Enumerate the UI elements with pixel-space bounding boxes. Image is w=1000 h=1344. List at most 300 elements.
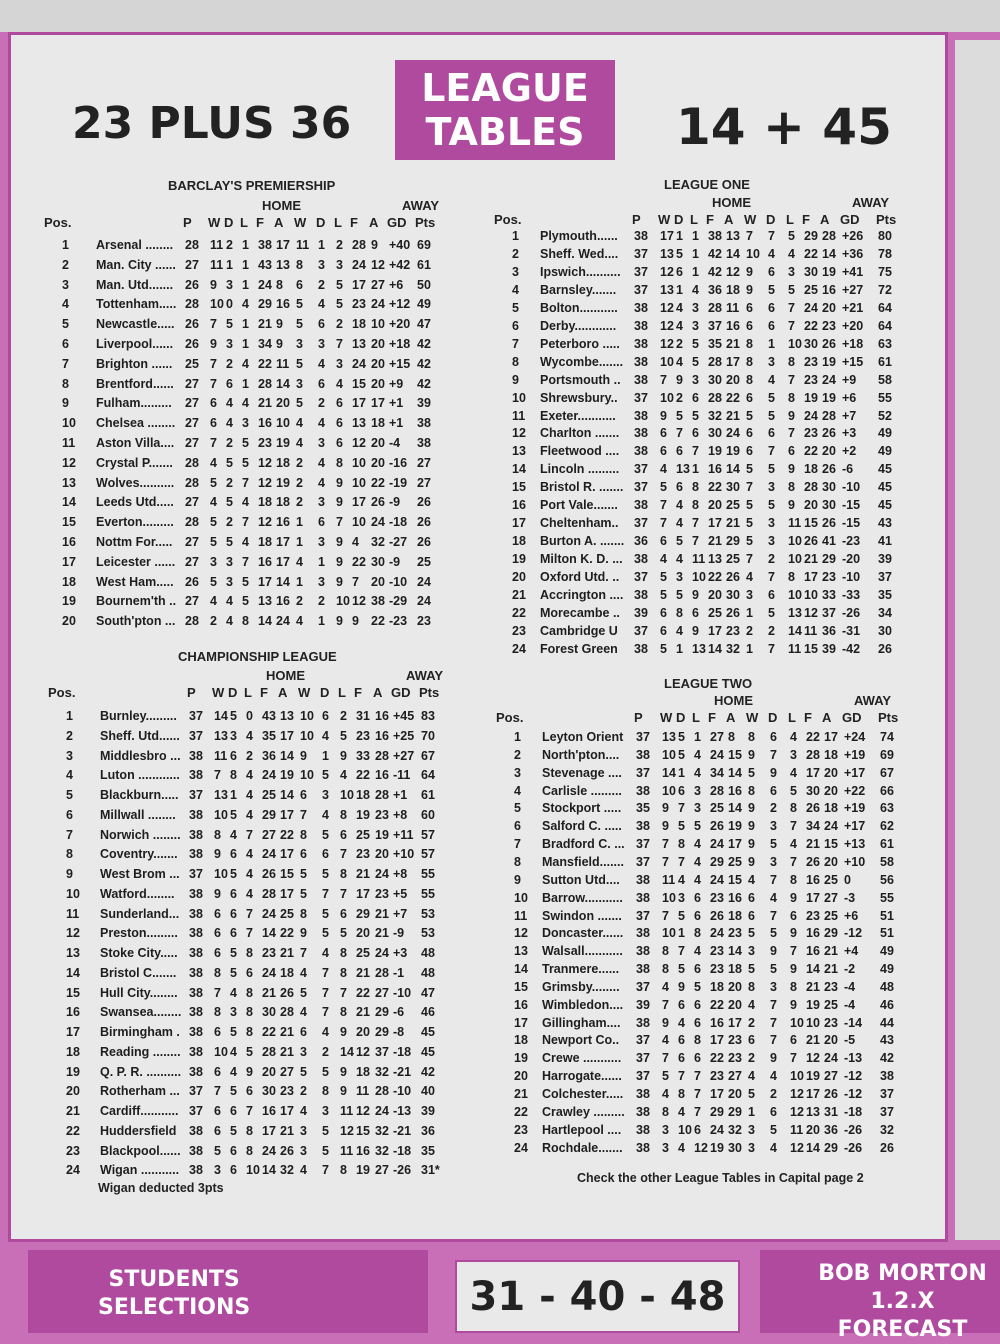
stat-cell: 11 xyxy=(296,238,310,252)
stat-cell: 13 xyxy=(660,246,674,261)
stat-cell: 18 xyxy=(352,317,366,332)
championship-row xyxy=(66,1161,506,1179)
stat-cell: -1 xyxy=(393,965,405,980)
stat-cell: 32 xyxy=(375,1123,389,1138)
stat-cell: 27 xyxy=(417,455,431,470)
stat-cell: 6 xyxy=(768,588,775,602)
stat-cell: 49 xyxy=(880,962,894,977)
stat-cell: 5 xyxy=(678,730,685,744)
stat-cell: 2 xyxy=(340,709,347,723)
stat-cell: 10 xyxy=(788,534,802,549)
stat-cell: 2 xyxy=(514,747,521,762)
stat-cell: +1 xyxy=(389,396,404,411)
league_two-away-header: AWAY xyxy=(854,693,892,708)
stat-cell: 25 xyxy=(185,356,199,371)
stat-cell: 22 xyxy=(726,390,740,405)
team-name: Milton K. D. ... xyxy=(540,552,623,567)
stat-cell: 6 xyxy=(214,1104,221,1118)
stat-cell: 20 xyxy=(726,372,740,387)
stat-cell: 45 xyxy=(878,480,892,495)
stat-cell: 10 xyxy=(210,297,224,312)
selection-numbers: 31 - 40 - 48 xyxy=(455,1260,740,1333)
stat-cell: 20 xyxy=(371,574,385,589)
stat-cell: 8 xyxy=(242,614,249,629)
stat-cell: 8 xyxy=(694,926,701,941)
stat-cell: 40 xyxy=(421,1084,435,1099)
league_one-row xyxy=(512,335,952,353)
stat-cell: 36 xyxy=(824,1122,838,1137)
league_one-col-header-l: L xyxy=(786,212,794,227)
stat-cell: 6 xyxy=(300,847,307,862)
stat-cell: 4 xyxy=(318,475,325,490)
team-name: Coventry....... xyxy=(100,847,178,862)
stat-cell: 2 xyxy=(318,277,325,292)
stat-cell: 5 xyxy=(788,229,795,243)
stat-cell: +27 xyxy=(842,282,864,297)
stat-cell: 30 xyxy=(262,1005,276,1020)
stat-cell: 22 xyxy=(708,570,722,585)
stat-cell: 4 xyxy=(300,1104,307,1118)
team-name: Bristol R. ....... xyxy=(540,480,624,495)
stat-cell: 9 xyxy=(676,372,683,387)
stat-cell: 27 xyxy=(185,416,199,431)
team-name: Cambridge U xyxy=(540,623,618,638)
stat-cell: 47 xyxy=(417,317,431,332)
stat-cell: 5 xyxy=(230,1084,237,1099)
stat-cell: 12 xyxy=(371,257,385,272)
stat-cell: 8 xyxy=(662,1104,669,1119)
stat-cell: 4 xyxy=(296,554,303,569)
stat-cell: 16 xyxy=(728,783,742,798)
league_one-row xyxy=(512,496,952,514)
stat-cell: +6 xyxy=(844,908,859,923)
stat-cell: 26 xyxy=(806,854,820,869)
stat-cell: 5 xyxy=(790,783,797,798)
stat-cell: 24 xyxy=(262,906,276,921)
stat-cell: 13 xyxy=(258,594,272,609)
stat-cell: 7 xyxy=(242,554,249,569)
stat-cell: 3 xyxy=(692,300,699,315)
stat-cell: 15 xyxy=(356,1123,370,1138)
stat-cell: 6 xyxy=(336,436,343,450)
stat-cell: 4 xyxy=(676,498,683,513)
stat-cell: 53 xyxy=(421,926,435,941)
league_one-row xyxy=(512,407,952,425)
stat-cell: 37 xyxy=(634,516,648,531)
team-name: Birmingham . xyxy=(100,1025,180,1039)
stat-cell: 8 xyxy=(230,768,237,783)
stat-cell: 4 xyxy=(660,552,667,567)
stat-cell: 10 xyxy=(788,588,802,602)
stat-cell: 26 xyxy=(822,336,836,351)
team-name: Cardiff........... xyxy=(100,1104,179,1118)
stat-cell: 35 xyxy=(636,801,650,816)
stat-cell: 7 xyxy=(514,837,521,852)
stat-cell: 9 xyxy=(770,944,777,959)
league_one-row xyxy=(512,640,952,658)
stat-cell: 14 xyxy=(262,926,276,941)
stat-cell: 23 xyxy=(514,1122,528,1137)
premiership-row xyxy=(62,493,502,511)
stat-cell: 56 xyxy=(880,872,894,887)
league_one-col-header-p: P xyxy=(632,212,641,227)
stat-cell: 4 xyxy=(300,1005,307,1020)
team-name: Newcastle..... xyxy=(96,317,175,332)
stat-cell: 6 xyxy=(246,965,253,980)
league_one-col-header-a: A xyxy=(820,212,830,227)
league_two-col-header-pts: Pts xyxy=(878,710,899,725)
stat-cell: 3 xyxy=(322,1104,329,1118)
stat-cell: 11 xyxy=(692,552,706,567)
stat-cell: 6 xyxy=(230,926,237,941)
stat-cell: 6 xyxy=(210,396,217,411)
stat-cell: 26 xyxy=(417,535,431,549)
stat-cell: 26 xyxy=(280,1143,294,1158)
stat-cell: 35 xyxy=(421,1143,435,1158)
stat-cell: 20 xyxy=(728,979,742,994)
stat-cell: 19 xyxy=(512,552,526,567)
stat-cell: 5 xyxy=(242,574,249,589)
stat-cell: 15 xyxy=(512,480,526,495)
stat-cell: +1 xyxy=(393,788,408,802)
stat-cell: 5 xyxy=(210,535,217,549)
stat-cell: 55 xyxy=(880,890,894,905)
stat-cell: 21 xyxy=(512,588,526,602)
stat-cell: 26 xyxy=(280,985,294,1000)
stat-cell: 10 xyxy=(788,336,802,351)
stat-cell: 2 xyxy=(296,495,303,510)
league_one-home-header: HOME xyxy=(712,195,751,210)
stat-cell: 2 xyxy=(322,1044,329,1059)
stat-cell: 12 xyxy=(694,1140,708,1155)
stat-cell: 6 xyxy=(230,847,237,862)
stat-cell: 5 xyxy=(246,1044,253,1059)
stat-cell: 6 xyxy=(214,1123,221,1138)
stat-cell: 23 xyxy=(375,886,389,901)
stat-cell: 24 xyxy=(417,594,431,609)
stat-cell: -18 xyxy=(393,1143,412,1158)
stat-cell: 57 xyxy=(421,847,435,862)
stat-cell: 1 xyxy=(318,554,325,569)
stat-cell: 63 xyxy=(880,801,894,816)
stat-cell: 28 xyxy=(352,238,366,252)
stat-cell: 16 xyxy=(66,1005,80,1020)
stat-cell: +18 xyxy=(842,336,864,351)
stat-cell: 37 xyxy=(189,788,203,802)
stat-cell: 13 xyxy=(280,709,294,723)
stat-cell: 24 xyxy=(710,926,724,941)
league_two-row xyxy=(514,1139,954,1157)
stat-cell: 22 xyxy=(371,475,385,490)
stat-cell: 37 xyxy=(634,282,648,297)
stat-cell: 5 xyxy=(300,867,307,881)
stat-cell: 2 xyxy=(296,455,303,470)
stat-cell: 8 xyxy=(790,872,797,887)
stat-cell: +18 xyxy=(389,337,411,351)
stat-cell: 0 xyxy=(844,872,851,887)
stat-cell: 3 xyxy=(768,516,775,531)
stat-cell: 34 xyxy=(710,765,724,780)
stat-cell: 3 xyxy=(514,765,521,780)
league_two-row xyxy=(514,924,954,942)
stat-cell: 6 xyxy=(660,605,667,620)
stat-cell: 44 xyxy=(880,1015,894,1030)
stat-cell: 21 xyxy=(280,1025,294,1039)
stat-cell: 22 xyxy=(804,318,818,333)
stat-cell: 38 xyxy=(258,238,272,252)
stat-cell: 47 xyxy=(421,985,435,1000)
stat-cell: 1 xyxy=(694,730,701,744)
stat-cell: -23 xyxy=(389,614,408,629)
stat-cell: 45 xyxy=(878,462,892,477)
stat-cell: -23 xyxy=(842,534,861,549)
stat-cell: 8 xyxy=(340,965,347,980)
stat-cell: 1 xyxy=(692,246,699,261)
stat-cell: 6 xyxy=(230,1104,237,1118)
stat-cell: 18 xyxy=(258,495,272,510)
stat-cell: 3 xyxy=(336,356,343,371)
stat-cell: 23 xyxy=(824,979,838,994)
team-name: Bradford C. ... xyxy=(542,837,625,852)
championship-row xyxy=(66,885,506,903)
stat-cell: 1 xyxy=(322,748,329,763)
stat-cell: 2 xyxy=(300,1084,307,1099)
stat-cell: 1 xyxy=(678,765,685,780)
stat-cell: 4 xyxy=(300,965,307,980)
stat-cell: 6 xyxy=(214,1064,221,1079)
stat-cell: 6 xyxy=(62,337,69,351)
stat-cell: 38 xyxy=(417,416,431,431)
stat-cell: 22 xyxy=(710,997,724,1012)
stat-cell: 5 xyxy=(296,317,303,332)
stat-cell: 4 xyxy=(230,1044,237,1059)
stat-cell: 5 xyxy=(214,1143,221,1158)
stat-cell: 5 xyxy=(746,534,753,549)
stat-cell: 58 xyxy=(880,854,894,869)
stat-cell: 23 xyxy=(710,962,724,977)
stat-cell: 1 xyxy=(296,535,303,549)
stat-cell: 42 xyxy=(421,1064,435,1079)
stat-cell: 37 xyxy=(189,867,203,881)
stat-cell: 8 xyxy=(728,730,735,744)
stat-cell: -4 xyxy=(389,436,401,450)
stat-cell: 4 xyxy=(296,614,303,629)
stat-cell: 49 xyxy=(878,426,892,441)
stat-cell: 9 xyxy=(770,1051,777,1066)
stat-cell: 1 xyxy=(318,614,325,629)
stat-cell: 16 xyxy=(258,416,272,431)
stat-cell: 29 xyxy=(375,1025,389,1039)
stat-cell: 24 xyxy=(824,1051,838,1066)
stat-cell: 1 xyxy=(676,641,683,656)
stat-cell: 8 xyxy=(246,1123,253,1138)
stat-cell: 20 xyxy=(824,854,838,869)
stat-cell: 14 xyxy=(708,641,722,656)
stat-cell: 22 xyxy=(371,614,385,629)
stat-cell: 38 xyxy=(634,588,648,602)
stat-cell: -26 xyxy=(393,1163,412,1178)
stat-cell: 4 xyxy=(226,614,233,629)
stat-cell: 19 xyxy=(276,475,290,490)
stat-cell: 67 xyxy=(880,765,894,780)
stat-cell: 4 xyxy=(62,297,69,312)
stat-cell: 29 xyxy=(726,534,740,549)
stat-cell: 6 xyxy=(322,709,329,723)
stat-cell: 3 xyxy=(692,372,699,387)
stat-cell: 12 xyxy=(356,1044,370,1059)
team-name: Millwall ........ xyxy=(100,807,176,822)
stat-cell: 9 xyxy=(66,867,73,881)
premiership-row xyxy=(62,573,502,591)
stat-cell: 28 xyxy=(185,238,199,252)
stat-cell: -26 xyxy=(844,1122,863,1137)
team-name: Norwich ........ xyxy=(100,827,181,842)
stat-cell: 38 xyxy=(636,926,650,941)
stat-cell: 27 xyxy=(185,396,199,411)
championship-col-header-w: W xyxy=(212,685,225,700)
team-name: Mansfield....... xyxy=(542,854,624,869)
stat-cell: 7 xyxy=(214,985,221,1000)
stat-cell: 20 xyxy=(514,1069,528,1084)
championship-row xyxy=(66,1043,506,1061)
stat-cell: 37 xyxy=(634,462,648,477)
stat-cell: 6 xyxy=(694,908,701,923)
stat-cell: 1 xyxy=(676,282,683,297)
stat-cell: +13 xyxy=(844,837,866,852)
stat-cell: 6 xyxy=(336,396,343,411)
stat-cell: 36 xyxy=(634,534,648,549)
stat-cell: 28 xyxy=(185,455,199,470)
stat-cell: 13 xyxy=(352,337,366,351)
stat-cell: 10 xyxy=(371,317,385,332)
premiership-col-header-a: A xyxy=(274,215,284,230)
stat-cell: 1 xyxy=(230,788,237,802)
stat-cell: 10 xyxy=(336,594,350,609)
league_two-col-header-f: F xyxy=(804,710,812,725)
stat-cell: +11 xyxy=(393,827,414,842)
team-name: Cheltenham.. xyxy=(540,516,619,531)
stat-cell: +40 xyxy=(389,238,411,252)
stat-cell: 5 xyxy=(62,317,69,332)
stat-cell: 6 xyxy=(230,1143,237,1158)
league_two-row xyxy=(514,996,954,1014)
stat-cell: 25 xyxy=(417,554,431,569)
stat-cell: +19 xyxy=(844,747,866,762)
stat-cell: 10 xyxy=(662,926,676,941)
stat-cell: 4 xyxy=(322,946,329,960)
team-name: Newport Co.. xyxy=(542,1033,620,1048)
stat-cell: -27 xyxy=(389,535,408,549)
stat-cell: 42 xyxy=(417,356,431,371)
premiership-col-header-gd: GD xyxy=(387,215,407,230)
stat-cell: 38 xyxy=(636,1087,650,1101)
stat-cell: 7 xyxy=(322,1005,329,1020)
stat-cell: 22 xyxy=(512,605,526,620)
stat-cell: 24 xyxy=(824,819,838,834)
stat-cell: 5 xyxy=(210,574,217,589)
stat-cell: 80 xyxy=(878,229,892,243)
stat-cell: 61 xyxy=(417,257,431,272)
stat-cell: 20 xyxy=(512,570,526,585)
stat-cell: 8 xyxy=(788,354,795,369)
stat-cell: 37 xyxy=(636,1051,650,1066)
stat-cell: 20 xyxy=(375,847,389,862)
stat-cell: +3 xyxy=(393,946,408,960)
premiership-row xyxy=(62,355,502,373)
team-name: Crawley ......... xyxy=(542,1104,625,1119)
stat-cell: 24 xyxy=(514,1140,528,1155)
stat-cell: 7 xyxy=(746,480,753,495)
team-name: Bournem'th .. xyxy=(96,594,177,609)
stat-cell: 7 xyxy=(790,1051,797,1066)
stat-cell: 37 xyxy=(634,390,648,405)
stat-cell: 9 xyxy=(748,837,755,852)
stat-cell: 22 xyxy=(804,444,818,459)
stat-cell: 4 xyxy=(676,300,683,315)
stat-cell: 24 xyxy=(710,872,724,887)
stat-cell: 28 xyxy=(804,480,818,495)
stat-cell: 24 xyxy=(371,297,385,312)
league_one-row xyxy=(512,281,952,299)
stat-cell: 37 xyxy=(636,730,650,744)
stat-cell: 5 xyxy=(230,965,237,980)
stat-cell: 4 xyxy=(694,765,701,780)
stat-cell: 8 xyxy=(340,867,347,881)
stat-cell: 70 xyxy=(421,728,435,743)
stat-cell: 4 xyxy=(230,985,237,1000)
stat-cell: 1 xyxy=(512,229,519,243)
stat-cell: 13 xyxy=(806,1104,820,1119)
stat-cell: 6 xyxy=(790,1033,797,1048)
stat-cell: 4 xyxy=(788,246,795,261)
stat-cell: 30 xyxy=(878,623,892,638)
premiership-home-header: HOME xyxy=(262,198,301,213)
stat-cell: +17 xyxy=(844,819,866,834)
stat-cell: 20 xyxy=(708,588,722,602)
stat-cell: 9 xyxy=(790,997,797,1012)
team-name: Leicester ...... xyxy=(96,554,176,569)
stat-cell: 8 xyxy=(62,376,69,391)
stat-cell: 5 xyxy=(660,588,667,602)
stat-cell: 42 xyxy=(880,1051,894,1066)
league_two-row xyxy=(514,728,954,746)
stat-cell: 69 xyxy=(880,747,894,762)
stat-cell: 22 xyxy=(66,1123,80,1138)
premiership-row xyxy=(62,612,502,630)
stat-cell: 7 xyxy=(770,1015,777,1030)
stat-cell: 23 xyxy=(728,1051,742,1066)
stat-cell: 24 xyxy=(417,574,431,589)
stat-cell: 23 xyxy=(824,1015,838,1030)
league_two-col-header-gd: GD xyxy=(842,710,862,725)
stat-cell: 37 xyxy=(708,318,722,333)
stat-cell: 20 xyxy=(371,356,385,371)
stat-cell: 21 xyxy=(726,336,740,351)
stat-cell: 27 xyxy=(375,985,389,1000)
stat-cell: 3 xyxy=(768,480,775,495)
league_one-col-header-d: D xyxy=(766,212,776,227)
stat-cell: 5 xyxy=(336,297,343,312)
league_two-row xyxy=(514,960,954,978)
league_one-row xyxy=(512,568,952,586)
stat-cell: 2 xyxy=(676,336,683,351)
stat-cell: 13 xyxy=(788,605,802,620)
stat-cell: 13 xyxy=(214,728,228,743)
stat-cell: 30 xyxy=(262,1084,276,1099)
league_two-home-header: HOME xyxy=(714,693,753,708)
stat-cell: 29 xyxy=(728,1104,742,1119)
stat-cell: 10 xyxy=(214,867,228,881)
